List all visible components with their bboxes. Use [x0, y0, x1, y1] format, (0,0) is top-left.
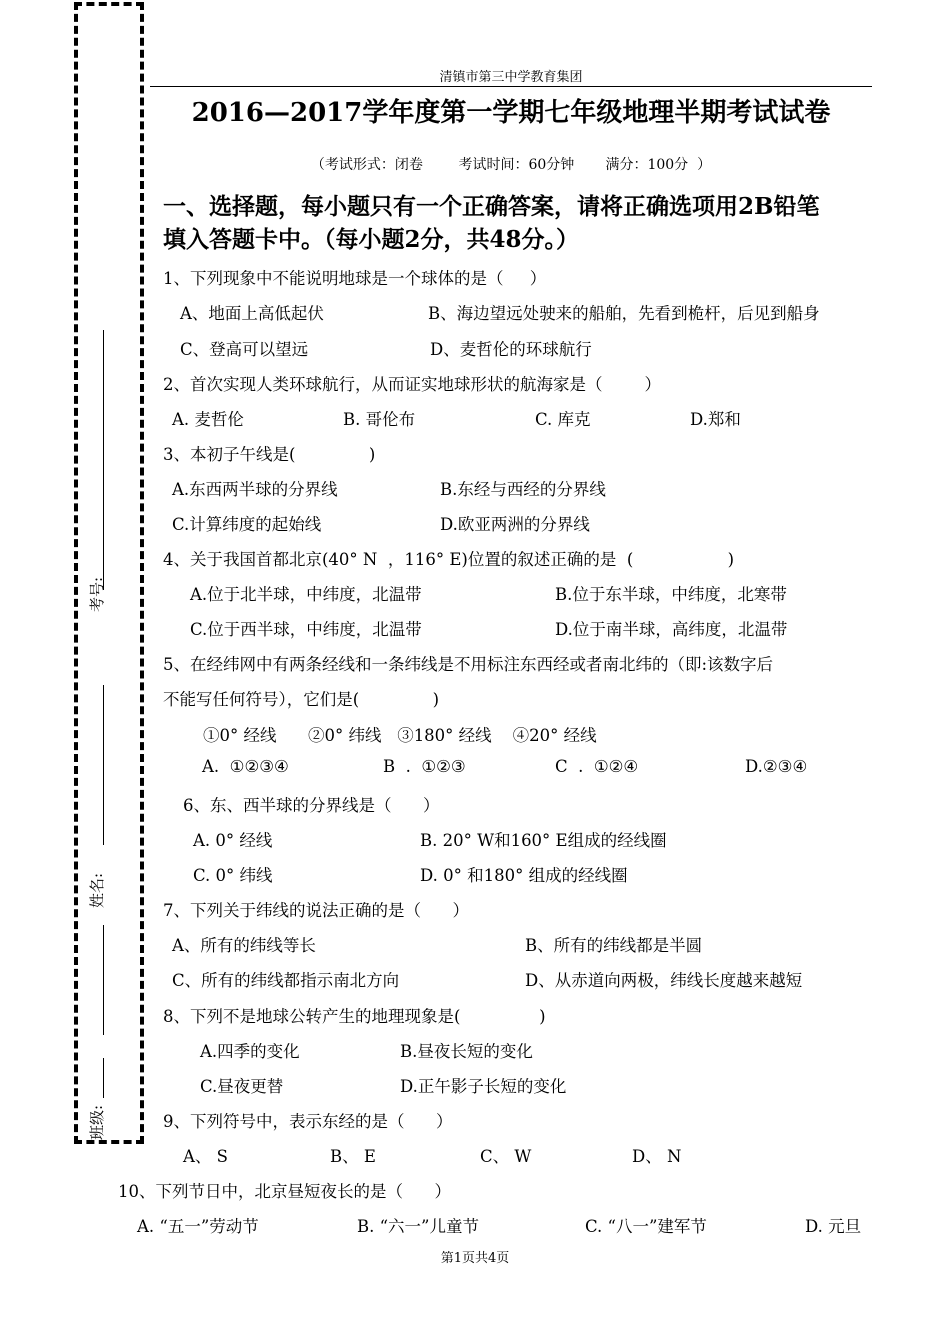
q1-option-d: D、麦哲伦的环球航行	[430, 340, 592, 359]
class-label: 班级:	[88, 1104, 106, 1140]
exam-title: 2016—2017学年度第一学期七年级地理半期考试试卷	[191, 98, 831, 128]
name-line	[103, 685, 104, 845]
question-7: 7、下列关于纬线的说法正确的是（ ）	[163, 901, 469, 920]
q4-option-d: D.位于南半球，高纬度，北温带	[555, 620, 788, 639]
q3-option-b: B.东经与西经的分界线	[440, 480, 606, 499]
q2-option-c: C. 库克	[535, 410, 591, 429]
q7-option-d: D、从赤道向两极，纬线长度越来越短	[525, 971, 803, 990]
q9-option-b: B、 E	[330, 1147, 376, 1166]
question-2: 2、首次实现人类环球航行，从而证实地球形状的航海家是（ ）	[163, 375, 661, 394]
binding-margin-box	[74, 2, 144, 1144]
q5-option-d: D.②③④	[745, 757, 808, 776]
question-10: 10、下列节日中，北京昼短夜长的是（ ）	[118, 1182, 451, 1201]
q7-option-b: B、所有的纬线都是半圆	[525, 936, 703, 955]
q9-option-c: C、 W	[480, 1147, 532, 1166]
exam-info: （考试形式：闭卷 考试时间：60分钟 满分：100分 ）	[310, 157, 712, 173]
q10-option-b: B. “六一”儿童节	[357, 1217, 479, 1236]
section-title	[163, 190, 878, 256]
name-label: 姓名:	[88, 872, 106, 908]
class-line	[103, 1058, 104, 1098]
q6-option-c: C. 0° 纬线	[193, 866, 273, 885]
q5-option-b: B . ①②③	[383, 757, 466, 776]
q3-option-d: D.欧亚两洲的分界线	[440, 515, 590, 534]
q2-option-a: A. 麦哲伦	[172, 410, 244, 429]
q8-option-a: A.四季的变化	[200, 1042, 300, 1061]
q3-option-c: C.计算纬度的起始线	[172, 515, 322, 534]
q8-option-d: D.正午影子长短的变化	[400, 1077, 567, 1096]
q5-option-a: A. ①②③④	[202, 757, 289, 776]
q9-option-a: A、 S	[183, 1147, 228, 1166]
q8-option-b: B.昼夜长短的变化	[400, 1042, 533, 1061]
page-footer: 第1页共4页	[440, 1251, 510, 1266]
q2-option-d: D.郑和	[690, 410, 741, 429]
exam-no-label: 考号:	[88, 576, 106, 612]
q10-option-a: A. “五一”劳动节	[137, 1217, 259, 1236]
q1-option-c: C、登高可以望远	[180, 340, 309, 359]
question-5-line-2: 不能写任何符号），它们是( )	[163, 690, 440, 709]
q3-option-a: A.东西两半球的分界线	[172, 480, 338, 499]
question-6: 6、东、西半球的分界线是（ ）	[183, 796, 440, 815]
q1-option-b: B、海边望远处驶来的船舶，先看到桅杆，后见到船身	[428, 304, 820, 323]
q7-option-a: A、所有的纬线等长	[172, 936, 316, 955]
question-8: 8、下列不是地球公转产生的地理现象是( )	[163, 1007, 546, 1026]
question-9: 9、下列符号中，表示东经的是（ ）	[163, 1112, 453, 1131]
q6-option-d: D. 0° 和180° 组成的经线圈	[420, 866, 628, 885]
header-rule	[150, 86, 872, 87]
q6-option-b: B. 20° W和160° E组成的经线圈	[420, 831, 667, 850]
q4-option-a: A.位于北半球，中纬度，北温带	[190, 585, 422, 604]
q1-option-a: A、地面上高低起伏	[180, 304, 324, 323]
q9-option-d: D、 N	[632, 1147, 682, 1166]
q7-option-c: C、所有的纬线都指示南北方向	[172, 971, 400, 990]
q6-option-a: A. 0° 经线	[193, 831, 273, 850]
q10-option-c: C. “八一”建军节	[585, 1217, 707, 1236]
name-line-lower	[103, 925, 104, 1035]
section-title-line-1: 一、选择题，每小题只有一个正确答案，请将正确选项用2B铅笔	[163, 193, 820, 220]
question-1: 1、下列现象中不能说明地球是一个球体的是（ ）	[163, 269, 547, 288]
q5-statements: ①0° 经线 ②0° 纬线 ③180° 经线 ④20° 经线	[203, 726, 597, 745]
section-title-line-2: 填入答题卡中。（每小题2分，共48分。）	[163, 226, 580, 253]
exam-no-line	[103, 330, 104, 590]
q4-option-b: B.位于东半球，中纬度，北寒带	[555, 585, 787, 604]
q4-option-c: C.位于西半球，中纬度，北温带	[190, 620, 422, 639]
q5-option-c: C . ①②④	[555, 757, 639, 776]
q2-option-b: B. 哥伦布	[343, 410, 416, 429]
q8-option-c: C.昼夜更替	[200, 1077, 284, 1096]
school-header: 清镇市第三中学教育集团	[439, 70, 583, 85]
question-5-line-1: 5、在经纬网中有两条经线和一条纬线是不用标注东西经或者南北纬的（即:该数字后	[163, 655, 774, 674]
question-4: 4、关于我国首都北京(40° N ，116° E)位置的叙述正确的是 ( )	[163, 550, 735, 569]
q10-option-d: D. 元旦	[805, 1217, 862, 1236]
question-3: 3、本初子午线是( )	[163, 445, 376, 464]
